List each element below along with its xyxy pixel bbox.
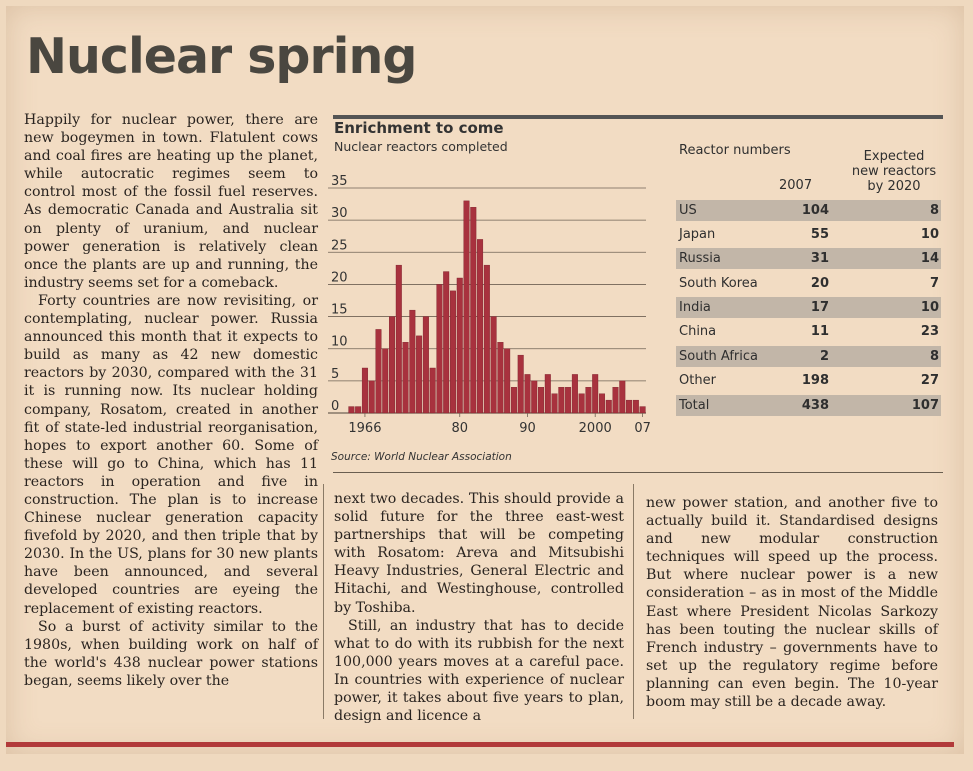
bar	[565, 387, 571, 413]
headline: Nuclear spring	[26, 28, 417, 85]
bar	[423, 317, 429, 413]
bar	[416, 336, 422, 413]
bar	[518, 355, 524, 413]
table-header-year: 2007	[779, 178, 813, 193]
bar	[362, 368, 368, 413]
x-tick-label: 07	[634, 421, 651, 436]
country-cell: Russia	[679, 251, 721, 266]
table-row	[676, 200, 941, 221]
chart-source: Source: World Nuclear Association	[331, 451, 512, 463]
table-row	[676, 321, 941, 342]
bar	[552, 394, 558, 413]
bar	[484, 265, 490, 413]
chart-subtitle: Nuclear reactors completed	[334, 139, 508, 154]
y-tick-label: 0	[331, 399, 340, 414]
chart-bottom-rule	[333, 472, 943, 473]
bar	[538, 387, 544, 413]
bar	[437, 284, 443, 413]
country-cell: US	[679, 203, 697, 218]
table-row	[676, 273, 941, 294]
expected-cell: 10	[920, 227, 939, 242]
bar	[410, 310, 416, 413]
expected-cell: 7	[929, 276, 939, 291]
article-column-2	[334, 490, 624, 725]
bar	[403, 342, 409, 413]
value-2007-cell: 17	[810, 300, 829, 315]
table-row	[676, 370, 941, 391]
bar	[389, 317, 395, 413]
value-2007-cell: 2	[819, 349, 829, 364]
table-row	[676, 248, 941, 269]
paragraph: next two decades. This should provide a solid future for the three east-west partnerships that will be competing with Rosatom: Areva and Mitsubishi Heavy Industries, General Electric and Hitachi, and Westinghouse, controlled by Toshiba.	[334, 491, 624, 616]
bar	[443, 272, 449, 413]
bar	[491, 317, 497, 413]
bar	[640, 407, 646, 413]
bottom-red-rule	[6, 742, 954, 747]
x-tick-label: 2000	[578, 421, 612, 436]
value-2007-cell: 11	[810, 324, 829, 339]
country-cell: China	[679, 324, 717, 339]
expected-cell: 27	[920, 373, 939, 388]
bar	[504, 349, 510, 413]
paragraph: Forty countries are now revisiting, or contemplating, nuclear power. Russia announced this month that it expects to build as many as 42 new domestic reactors by 2030, compared with the 31 it is running now. Its nuclear holding company, Rosatom, created in another fit of state-led industrial reorganisation, hopes to export another 60. Some of these will go to China, which has 11 reactors in operation and five in construction. The plan is to increase Chinese nuclear generation capacity fivefold by 2020, and then triple that by 2030. In the US, plans for 30 new plants have been announced, and several developed countries are eyeing the replacement of existing reactors.	[24, 292, 318, 617]
bar-chart	[328, 170, 658, 442]
bar	[626, 400, 632, 413]
country-cell: Japan	[679, 227, 716, 242]
country-cell: India	[679, 300, 711, 315]
table-row	[676, 346, 941, 367]
country-cell: South Korea	[679, 276, 758, 291]
bar	[559, 387, 565, 413]
bar	[498, 342, 504, 413]
table-header-left: Reactor numbers	[679, 143, 791, 158]
paragraph: Still, an industry that has to decide what to do with its rubbish for the next 100,000 years moves at a careful pace. In countries with experience of nuclear power, it takes about five years to plan, design and licence a	[334, 617, 624, 725]
value-2007-cell: 198	[801, 373, 829, 388]
expected-cell: 8	[929, 203, 939, 218]
bar	[606, 400, 612, 413]
bar	[531, 381, 537, 413]
article-column-1	[24, 111, 318, 690]
y-tick-label: 10	[331, 334, 348, 350]
table-row	[676, 297, 941, 318]
bar	[586, 387, 592, 413]
bar	[355, 407, 361, 413]
paragraph: Happily for nuclear power, there are new bogeymen in town. Flatulent cows and coal fires are heating up the planet, while autocratic regimes seem to control most of the fossil fuel reserves. As democratic Canada and Australia sit on plenty of uranium, and nuclear power generation is relatively clean once the plants are up and running, the industry seems set for a comeback.	[24, 112, 318, 291]
value-2007-cell: 438	[801, 398, 829, 413]
country-cell: Other	[679, 373, 716, 388]
value-2007-cell: 20	[810, 276, 829, 291]
y-tick-label: 25	[331, 238, 348, 254]
value-2007-cell: 104	[801, 203, 829, 218]
bar	[525, 374, 531, 413]
table-row-total	[676, 395, 941, 416]
bar	[382, 349, 388, 413]
y-tick-label: 30	[331, 206, 348, 222]
bar	[599, 394, 605, 413]
bar	[613, 387, 619, 413]
y-tick-label: 20	[331, 270, 348, 286]
paragraph: new power station, and another five to actually build it. Standardised designs and new modular construction techniques will speed up the process. But where nuclear power is a new consideration – as in most of the Middle East where President Nicolas Sarkozy has been touting the nuclear skills of French industry – governments have to set up the regulatory regime before planning can even begin. The 10-year boom may still be a decade away.	[646, 495, 938, 711]
bar	[369, 381, 375, 413]
y-tick-label: 5	[331, 366, 340, 382]
bar	[633, 400, 639, 413]
expected-cell: 10	[920, 300, 939, 315]
y-tick-label: 35	[331, 174, 348, 189]
expected-cell: 23	[920, 324, 939, 339]
y-tick-label: 15	[331, 302, 348, 318]
chart-title: Enrichment to come	[334, 119, 504, 137]
paragraph: So a burst of activity similar to the 1980s, when building work on half of the world's 438 nuclear power stations began, seems likely over the	[24, 618, 318, 689]
table-row	[676, 224, 941, 245]
bar	[396, 265, 402, 413]
country-cell: South Africa	[679, 349, 758, 364]
bar	[545, 374, 551, 413]
bar	[349, 407, 355, 413]
bar	[620, 381, 626, 413]
bar	[376, 329, 382, 413]
column-divider	[323, 484, 324, 719]
bar	[471, 207, 477, 413]
bar	[464, 201, 470, 413]
x-tick-label: 90	[519, 421, 536, 436]
x-axis-labels	[348, 413, 651, 436]
bar	[450, 291, 456, 413]
value-2007-cell: 31	[810, 251, 829, 266]
table-header-expected: Expected new reactors by 2020	[851, 149, 937, 194]
expected-cell: 107	[911, 398, 939, 413]
value-2007-cell: 55	[810, 227, 829, 242]
bar	[477, 239, 483, 413]
bar	[572, 374, 578, 413]
bar	[430, 368, 436, 413]
bar	[511, 387, 517, 413]
x-tick-label: 80	[451, 421, 469, 436]
expected-cell: 14	[920, 251, 939, 266]
y-axis-labels	[331, 174, 348, 414]
expected-cell: 8	[929, 349, 939, 364]
column-divider	[633, 484, 634, 719]
country-cell: Total	[679, 398, 710, 413]
bar	[457, 278, 463, 413]
bar	[579, 394, 585, 413]
x-tick-label: 1966	[348, 421, 382, 436]
article-column-3	[646, 494, 938, 711]
bar	[592, 374, 598, 413]
